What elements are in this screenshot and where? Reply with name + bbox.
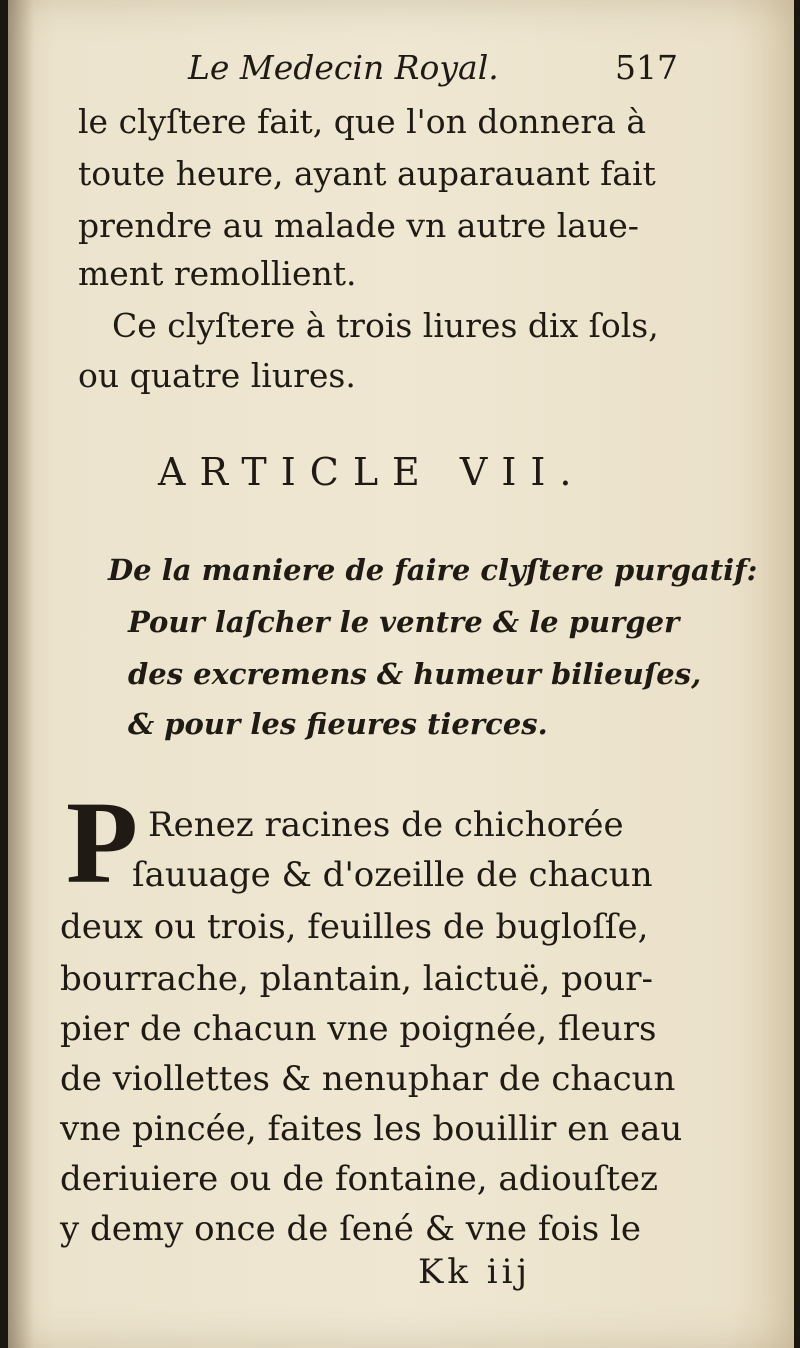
page-number: 517 xyxy=(615,48,678,87)
text-line: toute heure, ayant auparauant fait xyxy=(78,154,656,193)
body-line: pier de chacun vne poignée, fleurs xyxy=(60,1009,657,1049)
signature-mark: Kk iij xyxy=(418,1252,532,1292)
body-line: y demy once de ſené & vne fois le xyxy=(60,1209,642,1249)
body-line: vne pincée, faites les bouillir en eau xyxy=(60,1109,683,1149)
article-subtitle-line: & pour les fieures tierces. xyxy=(128,707,548,741)
running-title: Le Medecin Royal. xyxy=(188,48,499,87)
article-subtitle-line: des excremens & humeur bilieuſes, xyxy=(128,657,702,691)
running-head xyxy=(188,48,678,98)
body-line: de viollettes & nenuphar de chacun xyxy=(60,1059,676,1099)
article-heading: ARTICLE VII. xyxy=(158,450,586,494)
text-line: ment remollient. xyxy=(78,254,357,293)
drop-cap: P xyxy=(66,777,139,908)
text-line: ou quatre liures. xyxy=(78,356,356,395)
text-line: le clyſtere fait, que l'on donnera à xyxy=(78,102,647,141)
body-line: bourrache, plantain, laictuë, pour- xyxy=(60,959,653,999)
article-subtitle-line: Pour laſcher le ventre & le purger xyxy=(128,605,680,639)
body-line: deux ou trois, feuilles de bugloſſe, xyxy=(60,907,649,947)
book-page xyxy=(8,0,794,1348)
body-line: deriuiere ou de fontaine, adiouſtez xyxy=(60,1159,658,1199)
spine-shadow xyxy=(8,0,34,1348)
text-line: prendre au malade vn autre laue- xyxy=(78,206,639,245)
body-line: ſauuage & d'ozeille de chacun xyxy=(132,855,653,895)
text-line: Ce clyſtere à trois liures dix ſols, xyxy=(112,306,659,345)
body-line: Renez racines de chichorée xyxy=(148,805,624,845)
article-subtitle-line: De la maniere de faire clyſtere purgatif: xyxy=(108,553,758,587)
